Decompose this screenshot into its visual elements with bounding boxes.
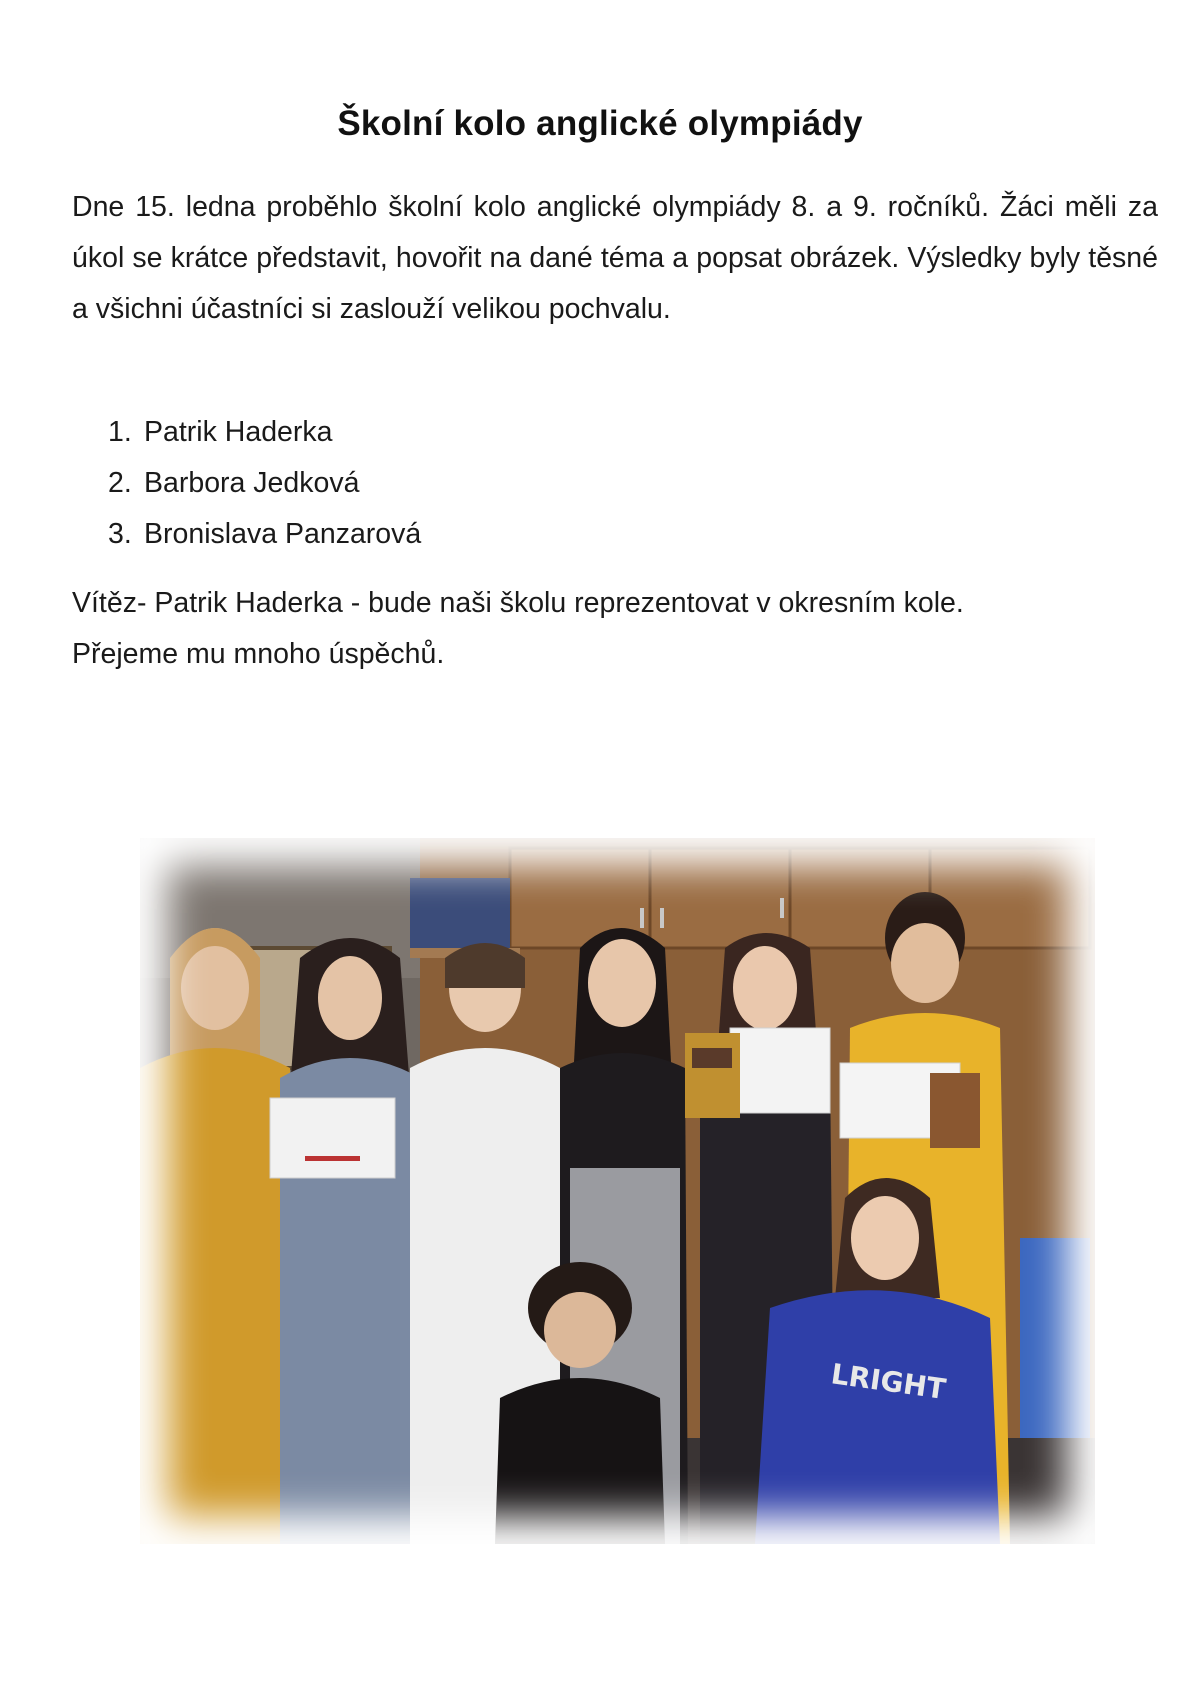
list-item bbox=[108, 509, 421, 560]
group-photo bbox=[140, 838, 1095, 1544]
list-item bbox=[108, 407, 421, 458]
page-title: Školní kolo anglické olympiády bbox=[337, 104, 863, 143]
list-item bbox=[108, 458, 421, 509]
result-rank: 1. bbox=[108, 416, 132, 448]
group-photo-illustration bbox=[140, 838, 1095, 1544]
result-rank: 2. bbox=[108, 467, 132, 499]
result-name: Bronislava Panzarová bbox=[144, 518, 422, 550]
closing-text bbox=[72, 578, 964, 680]
wish-line: Přejeme mu mnoho úspěchů. bbox=[72, 638, 445, 670]
result-name: Barbora Jedková bbox=[144, 467, 360, 499]
result-rank: 3. bbox=[108, 518, 132, 550]
winner-line: Vítěz- Patrik Haderka - bude naši školu reprezentovat v okresním kole. bbox=[72, 587, 964, 619]
shirt-text: LRIGHT bbox=[829, 1357, 948, 1406]
results-list bbox=[108, 407, 421, 560]
intro-paragraph: Dne 15. ledna proběhlo školní kolo anglické olympiády 8. a 9. ročníků. Žáci měli za úkol se krátce představit, hovořit na dané téma a popsat obrázek. Výsledky byly těsné a všichni účastníci si zaslouží velikou pochvalu. bbox=[72, 191, 1158, 325]
result-name: Patrik Haderka bbox=[144, 416, 333, 448]
